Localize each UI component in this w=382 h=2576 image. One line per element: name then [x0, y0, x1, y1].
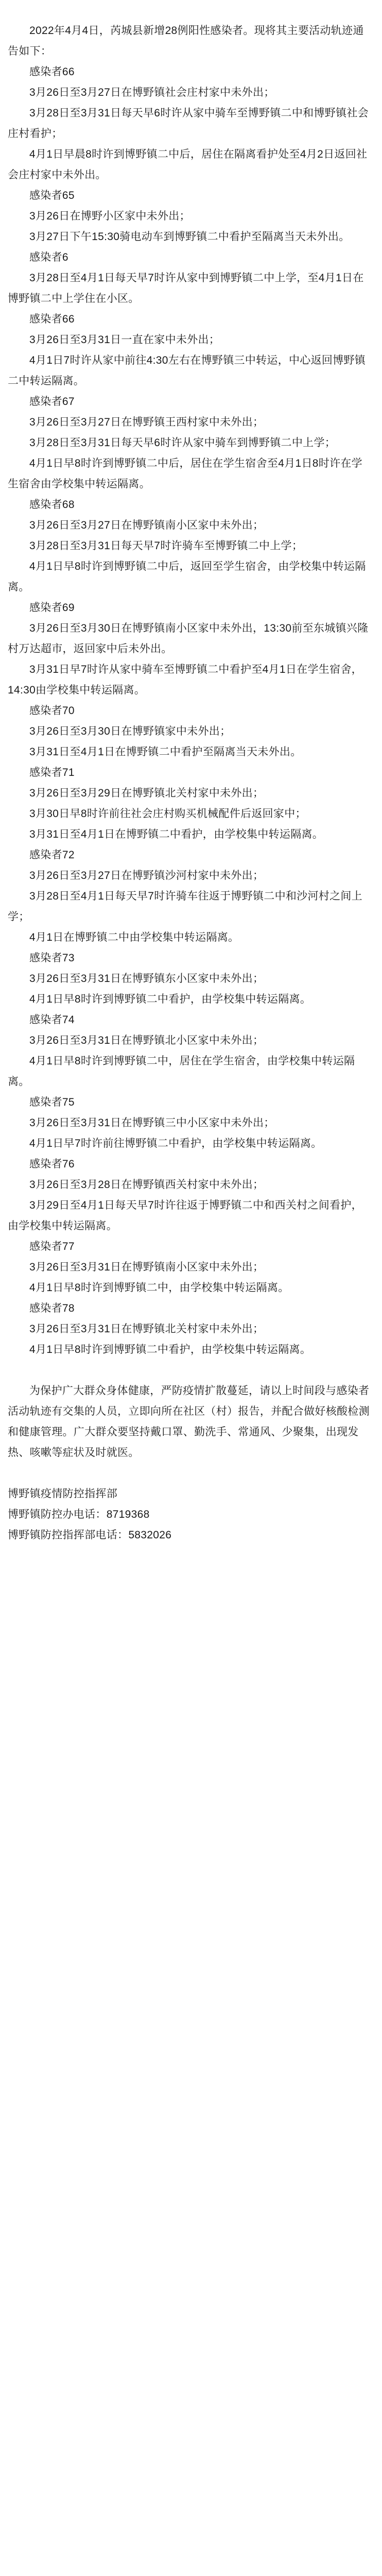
- case-label: 感染者67: [29, 396, 75, 408]
- case-activity-line: 3月26日至3月31日在博野镇三中小区家中未外出；: [29, 1117, 275, 1129]
- case-label: 感染者71: [29, 767, 75, 778]
- phone-2-label: 博野镇防控指挥部电话：: [8, 1529, 129, 1541]
- case-label: 感染者75: [29, 1096, 75, 1108]
- case-label: 感染者74: [29, 1014, 75, 1026]
- case-activity-line: 3月27日下午15:30骑电动车到博野镇二中看护至隔离当天未外出。: [29, 231, 350, 243]
- case-activity-line: 4月1日早7时许前往博野镇二中看护，由学校集中转运隔离。: [29, 1138, 322, 1149]
- phone-2-number[interactable]: 5832026: [128, 1529, 172, 1541]
- document-body: [8, 21, 373, 1546]
- case-list: [8, 62, 373, 1360]
- case-activity-line: 3月31日至4月1日在博野镇二中看护至隔离当天未外出。: [29, 746, 302, 758]
- case-label: 感染者76: [29, 1158, 75, 1170]
- case-activity-line: 3月26日至3月28日在博野镇西关村家中未外出；: [29, 1179, 264, 1191]
- case-activity-line: 3月26日至3月27日在博野镇社会庄村家中未外出；: [29, 87, 275, 98]
- case-activity-line: 4月1日早晨8时许到博野镇二中后，居住在隔离看护处至4月2日返回社会庄村家中未外出。: [8, 148, 368, 181]
- phone-1-number[interactable]: 8719368: [106, 1509, 150, 1520]
- contact-phone-1: [8, 1504, 373, 1525]
- case-activity-line: 3月28日至4月1日每天早7时许骑车往返于博野镇二中和沙河村之间上学；: [8, 890, 362, 923]
- signature: 博野镇疫情防控指挥部: [8, 1488, 117, 1500]
- case-activity-line: 3月31日早7时许从家中骑车至博野镇二中看护至4月1日在学生宿舍，14:30由学校集中转运隔离。: [8, 664, 362, 696]
- contact-phone-2: [8, 1525, 373, 1546]
- case-activity-line: 3月26日至3月31日在博野镇东小区家中未外出；: [29, 973, 264, 985]
- case-activity-line: 3月26日至3月31日在博野镇北小区家中未外出；: [29, 1035, 264, 1046]
- case-activity-line: 4月1日早8时许到博野镇二中看护，由学校集中转运隔离。: [29, 1344, 311, 1355]
- case-activity-line: 3月26日至3月29日在博野镇北关村家中未外出；: [29, 787, 264, 799]
- phone-1-label: 博野镇防控办电话：: [8, 1509, 107, 1520]
- case-activity-line: 3月26日至3月27日在博野镇沙河村家中未外出；: [29, 870, 264, 882]
- case-label: 感染者68: [29, 499, 75, 511]
- case-label: 感染者66: [29, 66, 75, 78]
- case-activity-line: 3月28日至3月31日每天早7时许骑车至博野镇二中上学；: [29, 540, 303, 552]
- case-activity-line: 4月1日在博野镇二中由学校集中转运隔离。: [29, 931, 239, 943]
- case-activity-line: 3月26日至3月27日在博野镇南小区家中未外出；: [29, 519, 264, 531]
- intro-paragraph: 2022年4月4日，芮城县新增28例阳性感染者。现将其主要活动轨迹通告如下：: [8, 25, 364, 57]
- case-activity-line: 3月26日至3月30日在博野镇南小区家中未外出，13:30前至东城镇兴隆村万达超市，返回家中后未外出。: [8, 622, 369, 655]
- case-activity-line: 3月26日至3月31日在博野镇北关村家中未外出；: [29, 1323, 264, 1335]
- case-activity-line: 4月1日早8时许到博野镇二中看护，由学校集中转运隔离。: [29, 993, 311, 1005]
- case-activity-line: 3月31日至4月1日在博野镇二中看护，由学校集中转运隔离。: [29, 828, 324, 840]
- case-activity-line: 4月1日早8时许到博野镇二中，由学校集中转运隔离。: [29, 1282, 289, 1294]
- case-label: 感染者6: [29, 251, 68, 263]
- case-label: 感染者66: [29, 313, 75, 325]
- case-label: 感染者72: [29, 849, 75, 861]
- case-activity-line: 3月26日至3月31日在博野镇南小区家中未外出；: [29, 1261, 264, 1273]
- case-label: 感染者69: [29, 602, 75, 614]
- case-label: 感染者77: [29, 1241, 75, 1252]
- case-label: 感染者70: [29, 705, 75, 717]
- case-activity-line: 3月26日在博野小区家中未外出；: [29, 210, 190, 222]
- case-activity-line: 3月29日至4月1日每天早7时许往返于博野镇二中和西关村之间看护，由学校集中转运隔离。: [8, 1199, 362, 1232]
- case-activity-line: 4月1日7时许从家中前往4:30左右在博野镇三中转运，中心返回博野镇二中转运隔离。: [8, 354, 366, 387]
- case-activity-line: 3月28日至3月31日每天早6时许从家中骑车至博野镇二中和博野镇社会庄村看护；: [8, 107, 369, 140]
- case-activity-line: 4月1日早8时许到博野镇二中，居住在学生宿舍，由学校集中转运隔离。: [8, 1055, 355, 1088]
- case-activity-line: 3月26日至3月27日在博野镇王西村家中未外出；: [29, 416, 264, 428]
- case-activity-line: 4月1日早8时许到博野镇二中后，返回至学生宿舍，由学校集中转运隔离。: [8, 561, 366, 593]
- case-activity-line: 3月26日至3月30日在博野镇家中未外出；: [29, 725, 231, 737]
- case-label: 感染者73: [29, 952, 75, 964]
- case-activity-line: 3月28日至3月31日每天早6时许从家中骑车到博野镇二中上学；: [29, 437, 336, 449]
- case-activity-line: 4月1日早8时许到博野镇二中后，居住在学生宿舍至4月1日8时许在学生宿舍由学校集中转运隔离。: [8, 457, 362, 490]
- case-label: 感染者78: [29, 1302, 75, 1314]
- case-activity-line: 3月26日至3月31日一直在家中未外出；: [29, 334, 220, 346]
- case-label: 感染者65: [29, 190, 75, 201]
- case-activity-line: 3月28日至4月1日每天早7时许从家中到博野镇二中上学，至4月1日在博野镇二中上学住在小区。: [8, 272, 364, 304]
- case-activity-line: 3月30日早8时许前往社会庄村购买机械配件后返回家中；: [29, 808, 306, 820]
- closing-paragraph: 为保护广大群众身体健康，严防疫情扩散蔓延，请以上时间段与感染者活动轨迹有交集的人员，立即向所在社区（村）报告，并配合做好核酸检测和健康管理。广大群众要坚持戴口罩、勤洗手、常通风、少聚集，出现发热、咳嗽等症状及时就医。: [8, 1385, 370, 1459]
